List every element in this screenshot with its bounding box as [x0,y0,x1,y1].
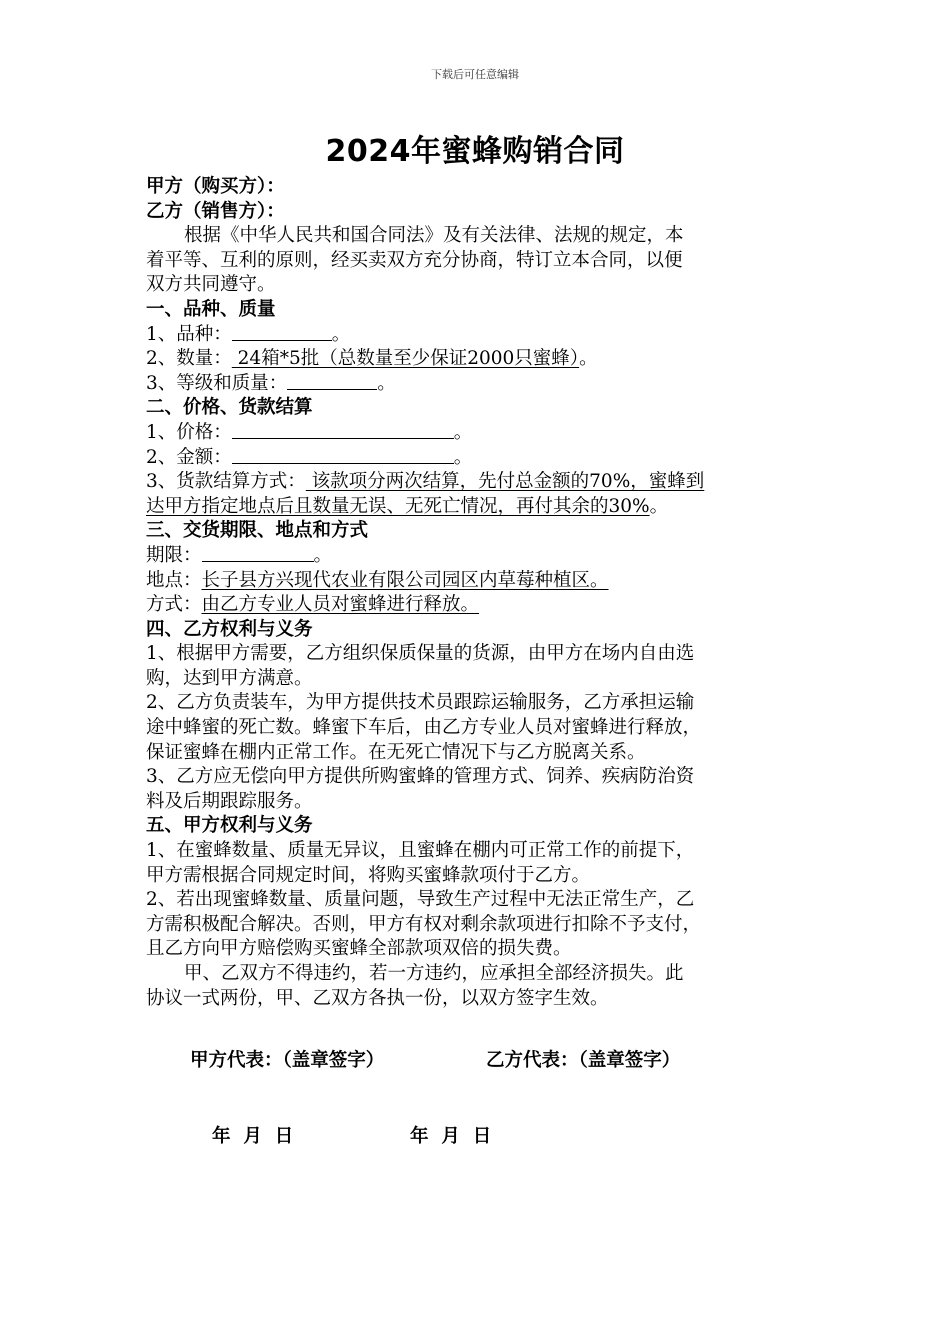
line-end: 。 [377,372,396,394]
closing-line: 协议一式两份，甲、乙双方各执一份，以双方签字生效。 [146,987,609,1009]
clause-line: 甲方需根据合同规定时间，将购买蜜蜂款项付于乙方。 [146,864,591,886]
party-a-signature: 甲方代表：（盖章签字） [190,1050,385,1071]
section-heading-4: 四、乙方权利与义务 [146,618,313,640]
amount-blank [232,448,454,464]
clause-line: 保证蜜蜂在棚内正常工作。在无死亡情况下与乙方脱离关系。 [146,741,646,763]
price-blank [232,423,454,439]
line-end: 。 [313,544,333,566]
date-row [212,1122,491,1148]
quantity-line [146,347,810,372]
clause-line: 方需积极配合解决。否则，甲方有权对剩余款项进行扣除不予支付， [146,913,702,935]
method-value: 由乙方专业人员对蜜蜂进行释放。 [201,594,480,616]
section-heading-2: 二、价格、货款结算 [146,397,313,419]
payment-label: 3、货款结算方式： [146,471,306,493]
intro-line: 双方共同遵守。 [146,274,276,296]
header-note: 下载后可任意编辑 [431,68,519,81]
section-heading-3: 三、交货期限、地点和方式 [146,520,369,542]
clause-line: 1、根据甲方需要，乙方组织保质保量的货源，由甲方在场内自由选 [146,643,695,665]
place-value: 长子县方兴现代农业有限公司园区内草莓种植区。 [201,569,609,591]
clause-line: 且乙方向甲方赔偿购买蜜蜂全部款项双倍的损失费。 [146,938,572,960]
price-label: 1、价格： [146,421,232,443]
grade-line [146,372,810,397]
grade-blank [287,374,377,390]
page-title: 2024年蜜蜂购销合同 [325,134,625,169]
variety-label: 1、品种： [146,323,232,345]
payment-value: 该款项分两次结算，先付总金额的70%，蜜蜂到 [305,471,705,493]
place-line [146,569,810,594]
grade-label: 3、等级和质量： [146,372,288,394]
clause-line: 途中蜂蜜的死亡数。蜂蜜下车后，由乙方专业人员对蜜蜂进行释放， [146,717,702,739]
clause-line: 3、乙方应无偿向甲方提供所购蜜蜂的管理方式、饲养、疾病防治资 [146,766,695,788]
period-blank [202,546,314,562]
contract-body [146,175,810,1011]
closing-line: 甲、乙双方不得违约，若一方违约，应承担全部经济损失。此 [184,963,684,984]
party-a-line: 甲方（购买方）： [146,176,285,197]
period-line [146,544,810,569]
quantity-label: 2、数量： [146,348,232,370]
clause-line: 购，达到甲方满意。 [146,667,313,689]
line-end: 。 [649,495,669,517]
amount-line [146,446,810,471]
intro-line: 着平等、互利的原则，经买卖双方充分协商，特订立本合同，以便 [146,249,683,271]
clause-line: 2、若出现蜜蜂数量、质量问题，导致生产过程中无法正常生产，乙 [146,889,695,911]
line-end: 。 [579,348,598,370]
party-a-date: 年 月 日 [212,1126,294,1147]
clause-line: 1、在蜜蜂数量、质量无异议，且蜜蜂在棚内可正常工作的前提下， [146,840,695,862]
method-label: 方式： [146,594,202,616]
signature-row [190,1046,680,1072]
variety-blank [232,325,332,341]
clause-line: 料及后期跟踪服务。 [146,790,313,812]
quantity-value: 24箱*5批（总数量至少保证2000只蜜蜂） [231,348,580,370]
price-line [146,421,810,446]
method-line [146,593,810,618]
section-heading-5: 五、甲方权利与义务 [146,815,313,837]
variety-line [146,323,810,348]
party-b-signature: 乙方代表：（盖章签字） [486,1050,681,1071]
clause-line: 2、乙方负责装车，为甲方提供技术员跟踪运输服务，乙方承担运输 [146,692,695,714]
section-heading-1: 一、品种、质量 [146,298,276,320]
amount-label: 2、金额： [146,446,232,468]
place-label: 地点： [146,569,202,591]
payment-line-2 [146,495,810,520]
payment-value: 达甲方指定地点后且数量无误、无死亡情况，再付其余的30% [146,495,650,517]
period-label: 期限： [146,544,202,566]
line-end: 。 [331,323,351,345]
line-end: 。 [453,446,473,468]
payment-line [146,470,810,495]
intro-line: 根据《中华人民共和国合同法》及有关法律、法规的规定，本 [184,225,684,247]
party-b-line: 乙方（销售方）： [146,200,285,222]
party-b-date: 年 月 日 [410,1126,492,1147]
line-end: 。 [453,421,473,443]
